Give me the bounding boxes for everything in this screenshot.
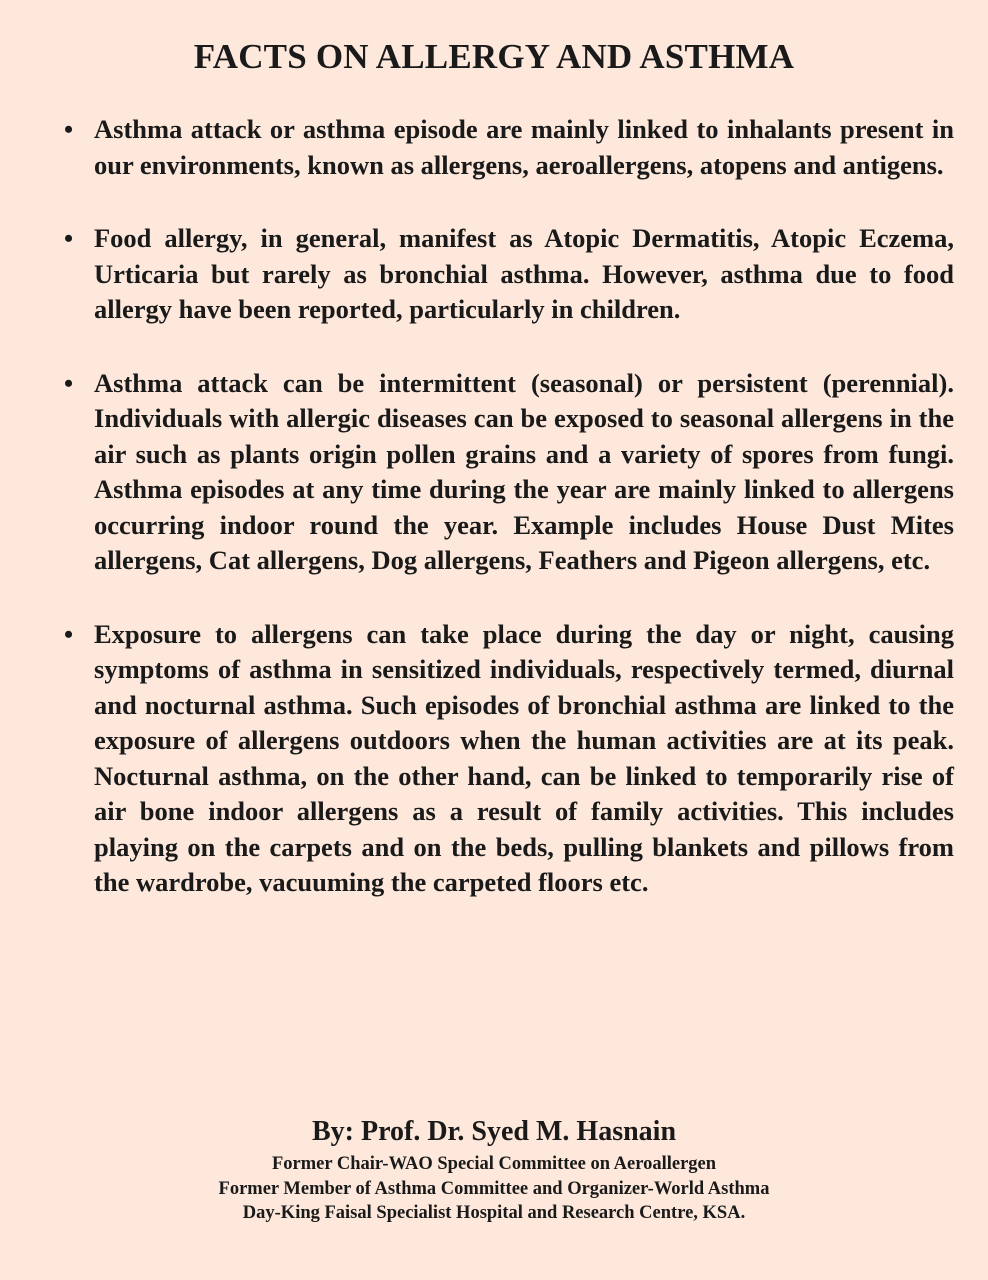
page-title: FACTS ON ALLERGY AND ASTHMA — [193, 37, 795, 76]
fact-item — [62, 617, 954, 901]
author-name: By: Prof. Dr. Syed M. Hasnain — [311, 1116, 677, 1147]
fact-item — [62, 221, 954, 328]
affiliation-line: Day-King Faisal Specialist Hospital and Research Centre, KSA. — [242, 1203, 746, 1223]
facts-list — [62, 112, 954, 901]
bullet-icon: • — [64, 619, 74, 649]
fact-text: Food allergy, in general, manifest as Atopic Dermatitis, Atopic Eczema, Urticaria but rarely as bronchial asthma. However, asthma due to food allergy have been reported, particularly in children. — [94, 223, 954, 324]
affiliation-line: Former Member of Asthma Committee and Organizer-World Asthma — [218, 1178, 770, 1199]
fact-item — [62, 112, 954, 183]
fact-item — [62, 366, 954, 579]
fact-text: Exposure to allergens can take place during the day or night, causing symptoms of asthma in sensitized individuals, respectively termed, diurnal and nocturnal asthma. Such episodes of bronchial asthma are linked to the exposure of allergens outdoors when the human activities are at its peak. Nocturnal asthma, on the other hand, can be linked to temporarily rise of air bone indoor allergens as a result of family activities. This includes playing on the carpets and on the beds, pulling blankets and pillows from the wardrobe, vacuuming the carpeted floors etc. — [94, 618, 954, 897]
bullet-icon: • — [64, 224, 74, 253]
fact-text: Asthma attack can be intermittent (seasonal) or persistent (perennial). Individuals with allergic diseases can be exposed to seasonal allergens in the air such as plants origin pollen grains and a variety of spores from fungi. Asthma episodes at any time during the year are mainly linked to allergens occurring indoor round the year. Example includes House Dust Mites allergens, Cat allergens, Dog allergens, Feathers and Pigeon allergens, etc. — [94, 367, 954, 575]
affiliation-line: Former Chair-WAO Special Committee on Aeroallergen — [271, 1154, 717, 1174]
bullet-icon: • — [64, 115, 74, 144]
bullet-icon: • — [64, 368, 74, 398]
author-byline — [0, 1114, 988, 1226]
fact-text: Asthma attack or asthma episode are mainly linked to inhalants present in our environments, known as allergens, aeroallergens, atopens and antigens. — [94, 114, 954, 180]
